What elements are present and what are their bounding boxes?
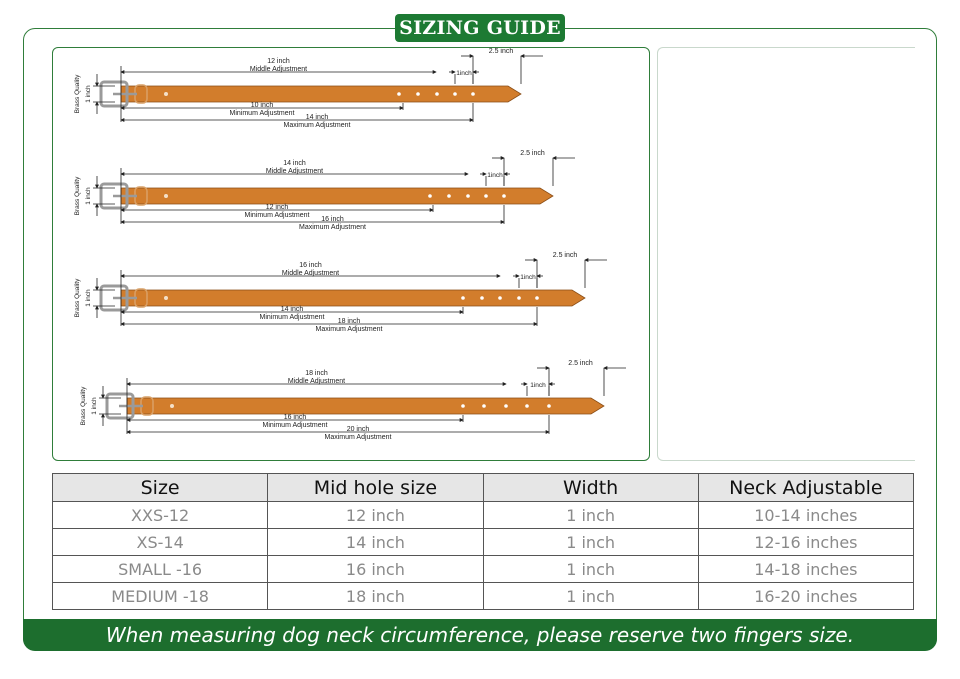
minimum-adjustment-value: 16 inch: [283, 414, 307, 421]
tip-length-label: 2.5 inch: [552, 252, 578, 259]
collar-diagram-panel: [52, 47, 650, 461]
strap-hole: [498, 296, 502, 300]
tip-length-label: 2.5 inch: [520, 150, 545, 157]
middle-adjustment-value: 16 inch: [299, 262, 322, 269]
width-label: 1 inch: [85, 85, 92, 103]
brass-quality-label: Brass Quality: [74, 74, 81, 114]
middle-adjustment-caption: Middle Adjustment: [249, 66, 308, 73]
strap-hole: [517, 296, 521, 300]
middle-adjustment-caption: Middle Adjustment: [265, 168, 324, 175]
leather-strap: [121, 290, 585, 306]
hole-spacing-label: 1inch: [520, 274, 536, 281]
header-width: Width: [483, 474, 698, 502]
strap-hole: [453, 92, 457, 96]
cell-mid-hole: 16 inch: [268, 556, 483, 583]
header-neck: Neck Adjustable: [698, 474, 913, 502]
strap-hole: [502, 194, 506, 198]
minimum-adjustment-value: 10 inch: [250, 102, 274, 109]
strap-hole: [480, 296, 484, 300]
maximum-adjustment-caption: Maximum Adjustment: [283, 122, 351, 129]
cell-neck: 16-20 inches: [698, 583, 913, 610]
strap-hole: [535, 296, 539, 300]
header-size: Size: [53, 474, 268, 502]
strap-hole: [504, 404, 508, 408]
cell-size: XXS-12: [53, 502, 268, 529]
maximum-adjustment-caption: Maximum Adjustment: [324, 434, 392, 441]
table-row: [53, 556, 914, 583]
collar-4: [107, 394, 604, 418]
leather-strap: [121, 86, 521, 102]
rivet: [170, 404, 174, 408]
maximum-adjustment-value: 18 inch: [337, 318, 361, 325]
rivet: [164, 194, 168, 198]
sizing-guide-title: SIZING GUIDE: [395, 14, 565, 42]
strap-hole: [397, 92, 401, 96]
strap-hole: [482, 404, 486, 408]
collar-diagram: [53, 48, 649, 460]
strap-hole: [435, 92, 439, 96]
strap-hole: [466, 194, 470, 198]
collar-3: [101, 286, 585, 310]
minimum-adjustment-caption: Minimum Adjustment: [262, 422, 328, 429]
leather-strap: [121, 188, 553, 204]
strap-hole: [461, 404, 465, 408]
strap-hole: [547, 404, 551, 408]
table-header-row: [53, 474, 914, 502]
width-label: 1 inch: [85, 289, 92, 307]
brass-quality-label: Brass Quality: [74, 278, 81, 318]
hole-spacing-label: 1inch: [487, 172, 503, 179]
strap-hole: [428, 194, 432, 198]
collar-1: [101, 82, 521, 106]
middle-adjustment-value: 14 inch: [283, 160, 306, 167]
empty-side-panel: [657, 47, 915, 461]
minimum-adjustment-value: 14 inch: [280, 306, 304, 313]
table-row: [53, 529, 914, 556]
strap-hole: [525, 404, 529, 408]
maximum-adjustment-value: 20 inch: [346, 426, 370, 433]
strap-hole: [447, 194, 451, 198]
tip-length-label: 2.5 inch: [568, 360, 593, 367]
cell-width: 1 inch: [483, 583, 698, 610]
cell-mid-hole: 18 inch: [268, 583, 483, 610]
cell-mid-hole: 12 inch: [268, 502, 483, 529]
cell-neck: 14-18 inches: [698, 556, 913, 583]
brass-quality-label: Brass Quality: [74, 176, 81, 216]
rivet: [164, 92, 168, 96]
collar-2: [101, 184, 553, 208]
cell-neck: 12-16 inches: [698, 529, 913, 556]
cell-size: SMALL -16: [53, 556, 268, 583]
cell-width: 1 inch: [483, 502, 698, 529]
hole-spacing-label: 1inch: [456, 70, 472, 77]
middle-adjustment-value: 12 inch: [267, 58, 290, 65]
width-label: 1 inch: [85, 187, 92, 205]
middle-adjustment-caption: Middle Adjustment: [281, 270, 340, 277]
rivet: [164, 296, 168, 300]
strap-hole: [416, 92, 420, 96]
middle-adjustment-caption: Middle Adjustment: [287, 378, 346, 385]
cell-size: MEDIUM -18: [53, 583, 268, 610]
cell-width: 1 inch: [483, 556, 698, 583]
middle-adjustment-value: 18 inch: [305, 370, 328, 377]
cell-neck: 10-14 inches: [698, 502, 913, 529]
minimum-adjustment-caption: Minimum Adjustment: [244, 212, 310, 219]
minimum-adjustment-value: 12 inch: [265, 204, 289, 211]
strap-hole: [471, 92, 475, 96]
cell-size: XS-14: [53, 529, 268, 556]
footer-note: When measuring dog neck circumference, please reserve two fingers size.: [23, 619, 937, 651]
table-row: [53, 583, 914, 610]
width-label: 1 inch: [91, 397, 98, 415]
table-row: [53, 502, 914, 529]
hole-spacing-label: 1inch: [530, 382, 546, 389]
maximum-adjustment-caption: Maximum Adjustment: [299, 224, 366, 231]
leather-strap: [127, 398, 604, 414]
header-mid-hole: Mid hole size: [268, 474, 483, 502]
strap-hole: [484, 194, 488, 198]
maximum-adjustment-value: 16 inch: [321, 216, 344, 223]
minimum-adjustment-caption: Minimum Adjustment: [229, 110, 295, 117]
strap-hole: [461, 296, 465, 300]
brass-quality-label: Brass Quality: [80, 386, 87, 426]
minimum-adjustment-caption: Minimum Adjustment: [259, 314, 325, 321]
size-table: [52, 473, 914, 610]
tip-length-label: 2.5 inch: [488, 48, 514, 55]
maximum-adjustment-caption: Maximum Adjustment: [315, 326, 383, 333]
cell-width: 1 inch: [483, 529, 698, 556]
cell-mid-hole: 14 inch: [268, 529, 483, 556]
maximum-adjustment-value: 14 inch: [305, 114, 329, 121]
